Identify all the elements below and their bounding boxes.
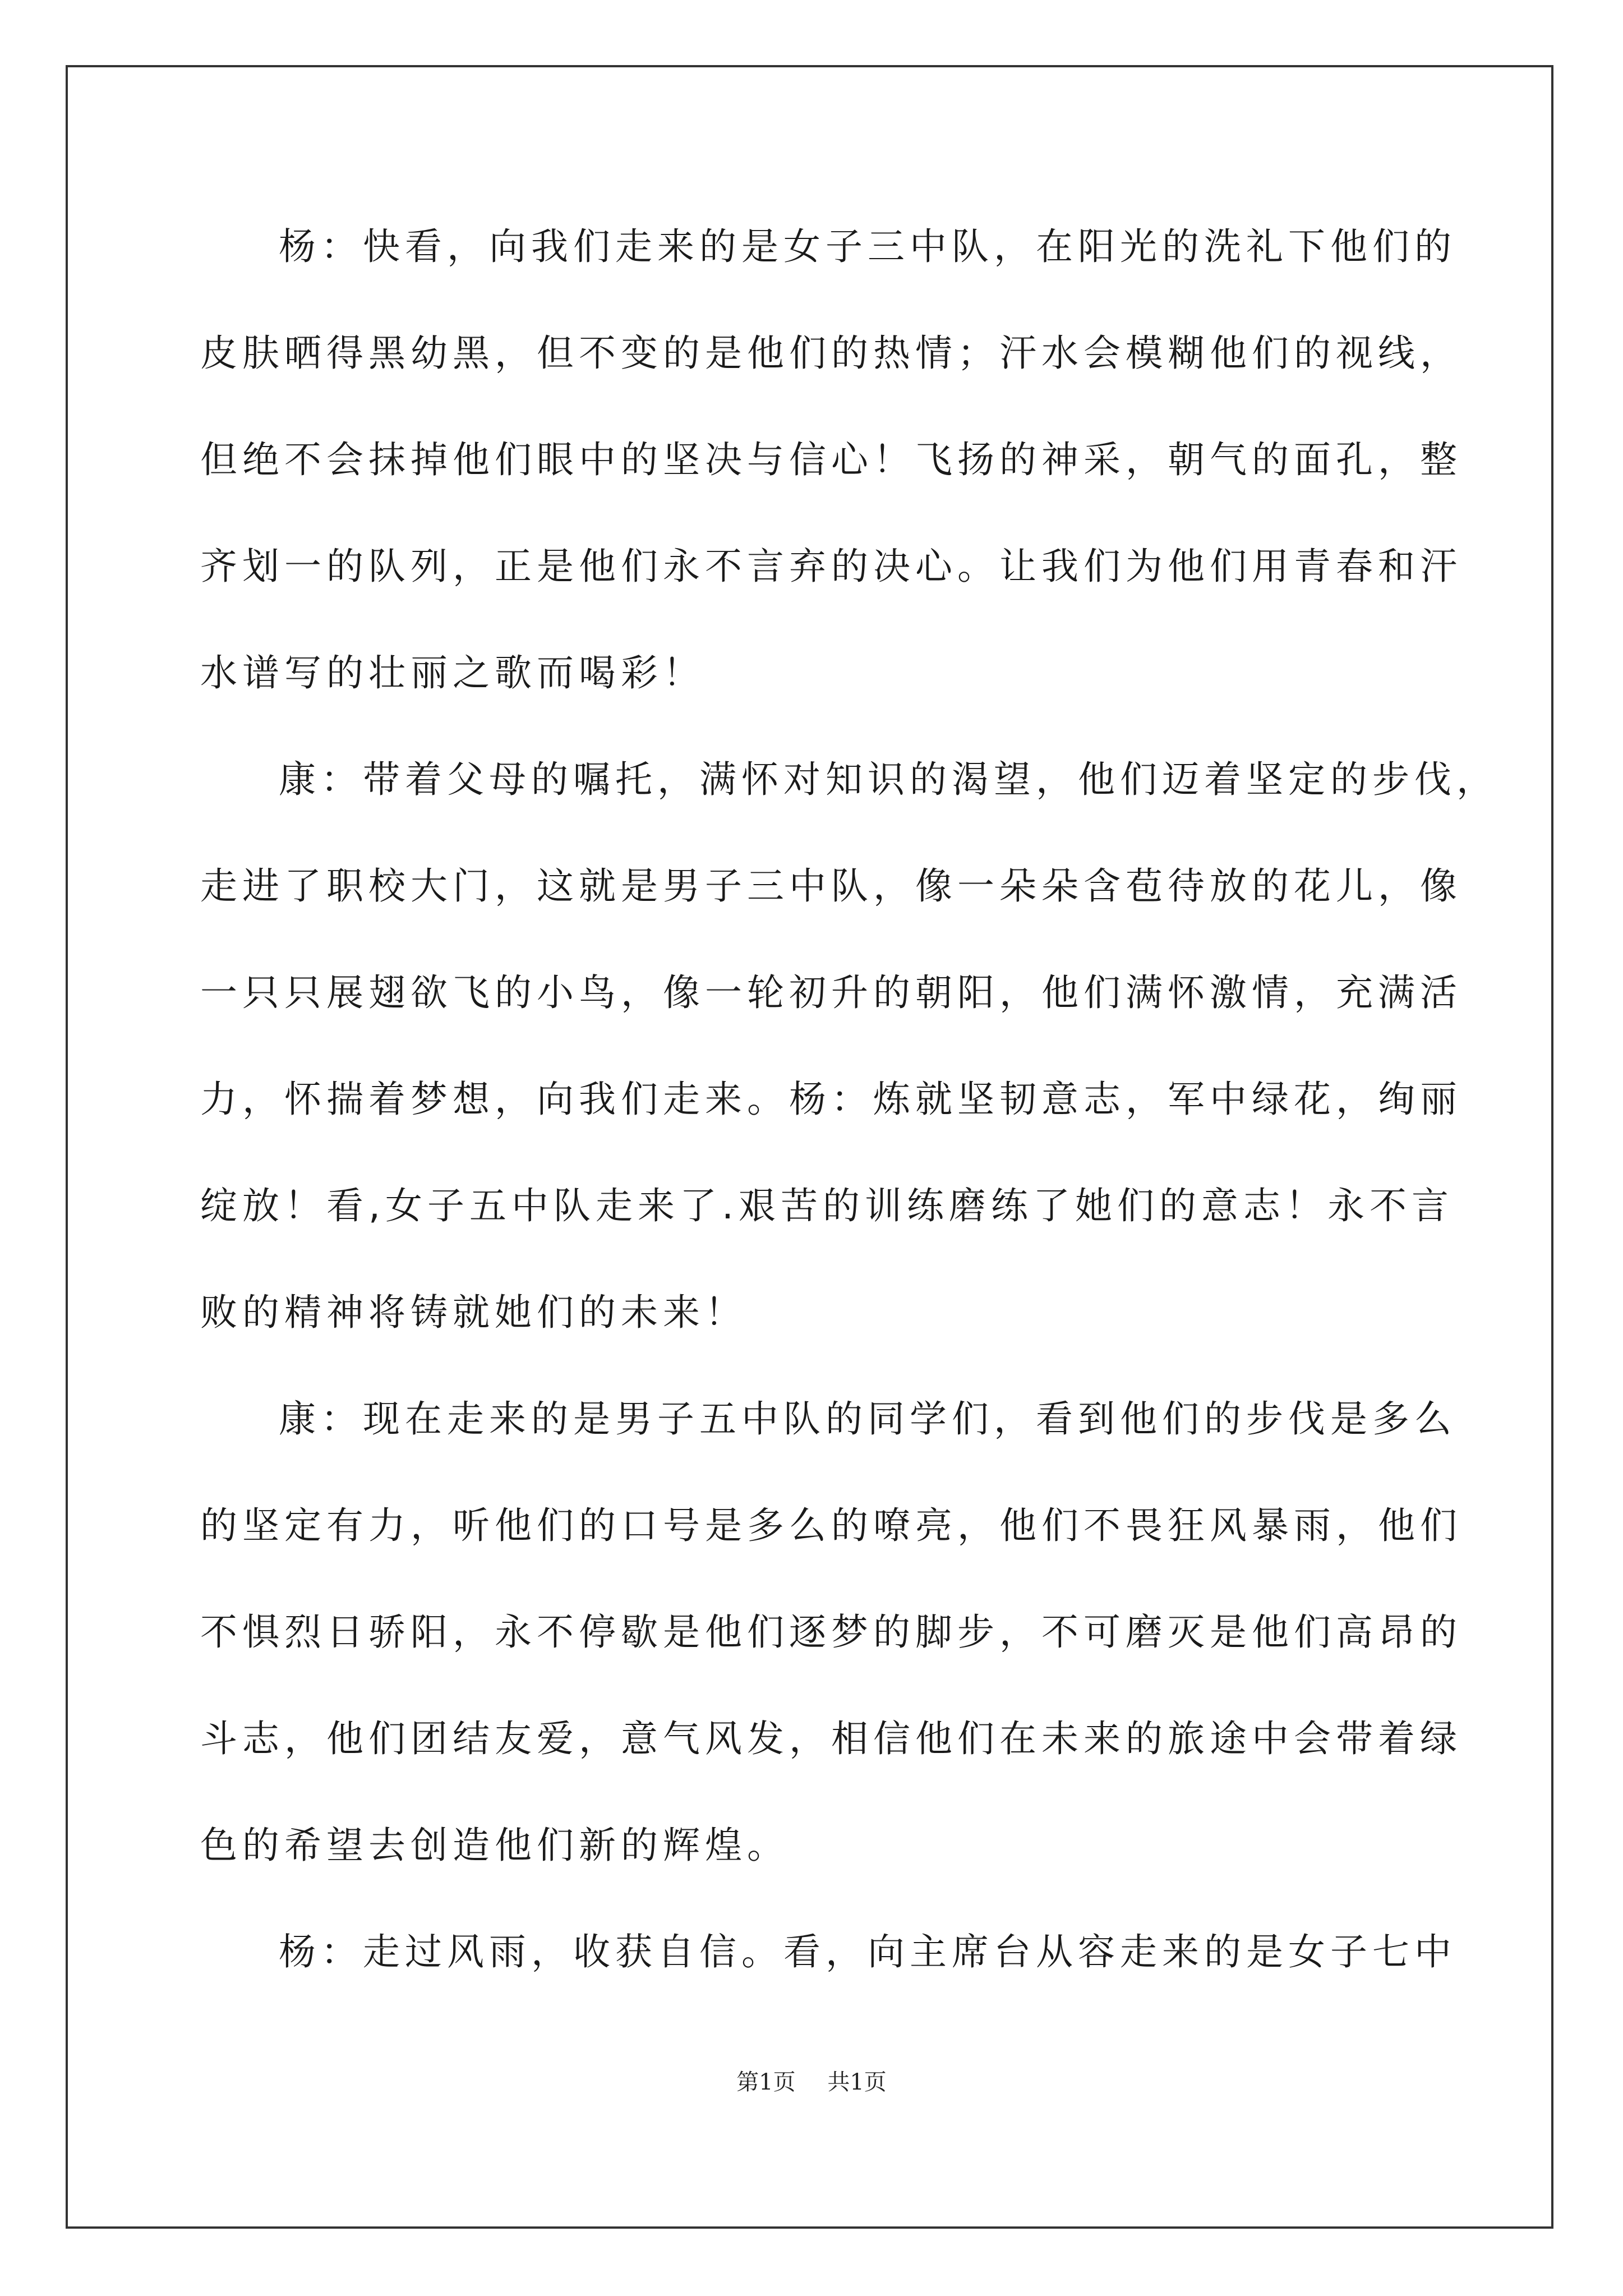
paragraph-line: 杨：走过风雨，收获自信。看，向主席台从容走来的是女子七中 bbox=[279, 1930, 1456, 1973]
paragraph-line: 康：带着父母的嘱托，满怀对知识的渴望，他们迈着坚定的步伐， bbox=[279, 758, 1498, 801]
paragraph-line: 不惧烈日骄阳，永不停歇是他们逐梦的脚步，不可磨灭是他们高昂的 bbox=[200, 1611, 1462, 1654]
document-body bbox=[200, 210, 1498, 2022]
paragraph-line: 败的精神将铸就她们的未来！ bbox=[200, 1291, 747, 1334]
paragraph-line: 但绝不会抹掉他们眼中的坚决与信心！飞扬的神采，朝气的面孔，整 bbox=[200, 438, 1462, 481]
paragraph-line: 色的希望去创造他们新的辉煌。 bbox=[200, 1824, 789, 1867]
paragraph-line: 康：现在走来的是男子五中队的同学们，看到他们的步伐是多么 bbox=[279, 1397, 1456, 1441]
paragraph-line: 斗志，他们团结友爱，意气风发，相信他们在未来的旅途中会带着绿 bbox=[200, 1717, 1462, 1760]
page-number: 第1页 bbox=[736, 2069, 796, 2095]
page-total: 共1页 bbox=[827, 2069, 887, 2095]
paragraph-line: 皮肤晒得黑幼黑，但不变的是他们的热情；汗水会模糊他们的视线， bbox=[200, 332, 1462, 375]
paragraph-line: 一只只展翅欲飞的小鸟，像一轮初升的朝阳，他们满怀激情，充满活 bbox=[200, 971, 1462, 1014]
paragraph-line: 绽放！看,女子五中队走来了.艰苦的训练磨练了她们的意志！永不言 bbox=[200, 1184, 1454, 1227]
paragraph-line: 杨：快看，向我们走来的是女子三中队，在阳光的洗礼下他们的 bbox=[279, 225, 1456, 268]
paragraph-line: 走进了职校大门，这就是男子三中队，像一朵朵含苞待放的花儿，像 bbox=[200, 864, 1462, 908]
paragraph-line: 齐划一的队列，正是他们永不言弃的决心。让我们为他们用青春和汗 bbox=[200, 545, 1462, 588]
page-footer bbox=[0, 2064, 1623, 2096]
paragraph-line: 力，怀揣着梦想，向我们走来。杨：炼就坚韧意志，军中绿花，绚丽 bbox=[200, 1078, 1462, 1121]
paragraph-line: 水谱写的壮丽之歌而喝彩！ bbox=[200, 651, 705, 694]
paragraph-line: 的坚定有力，听他们的口号是多么的嘹亮，他们不畏狂风暴雨，他们 bbox=[200, 1504, 1462, 1547]
